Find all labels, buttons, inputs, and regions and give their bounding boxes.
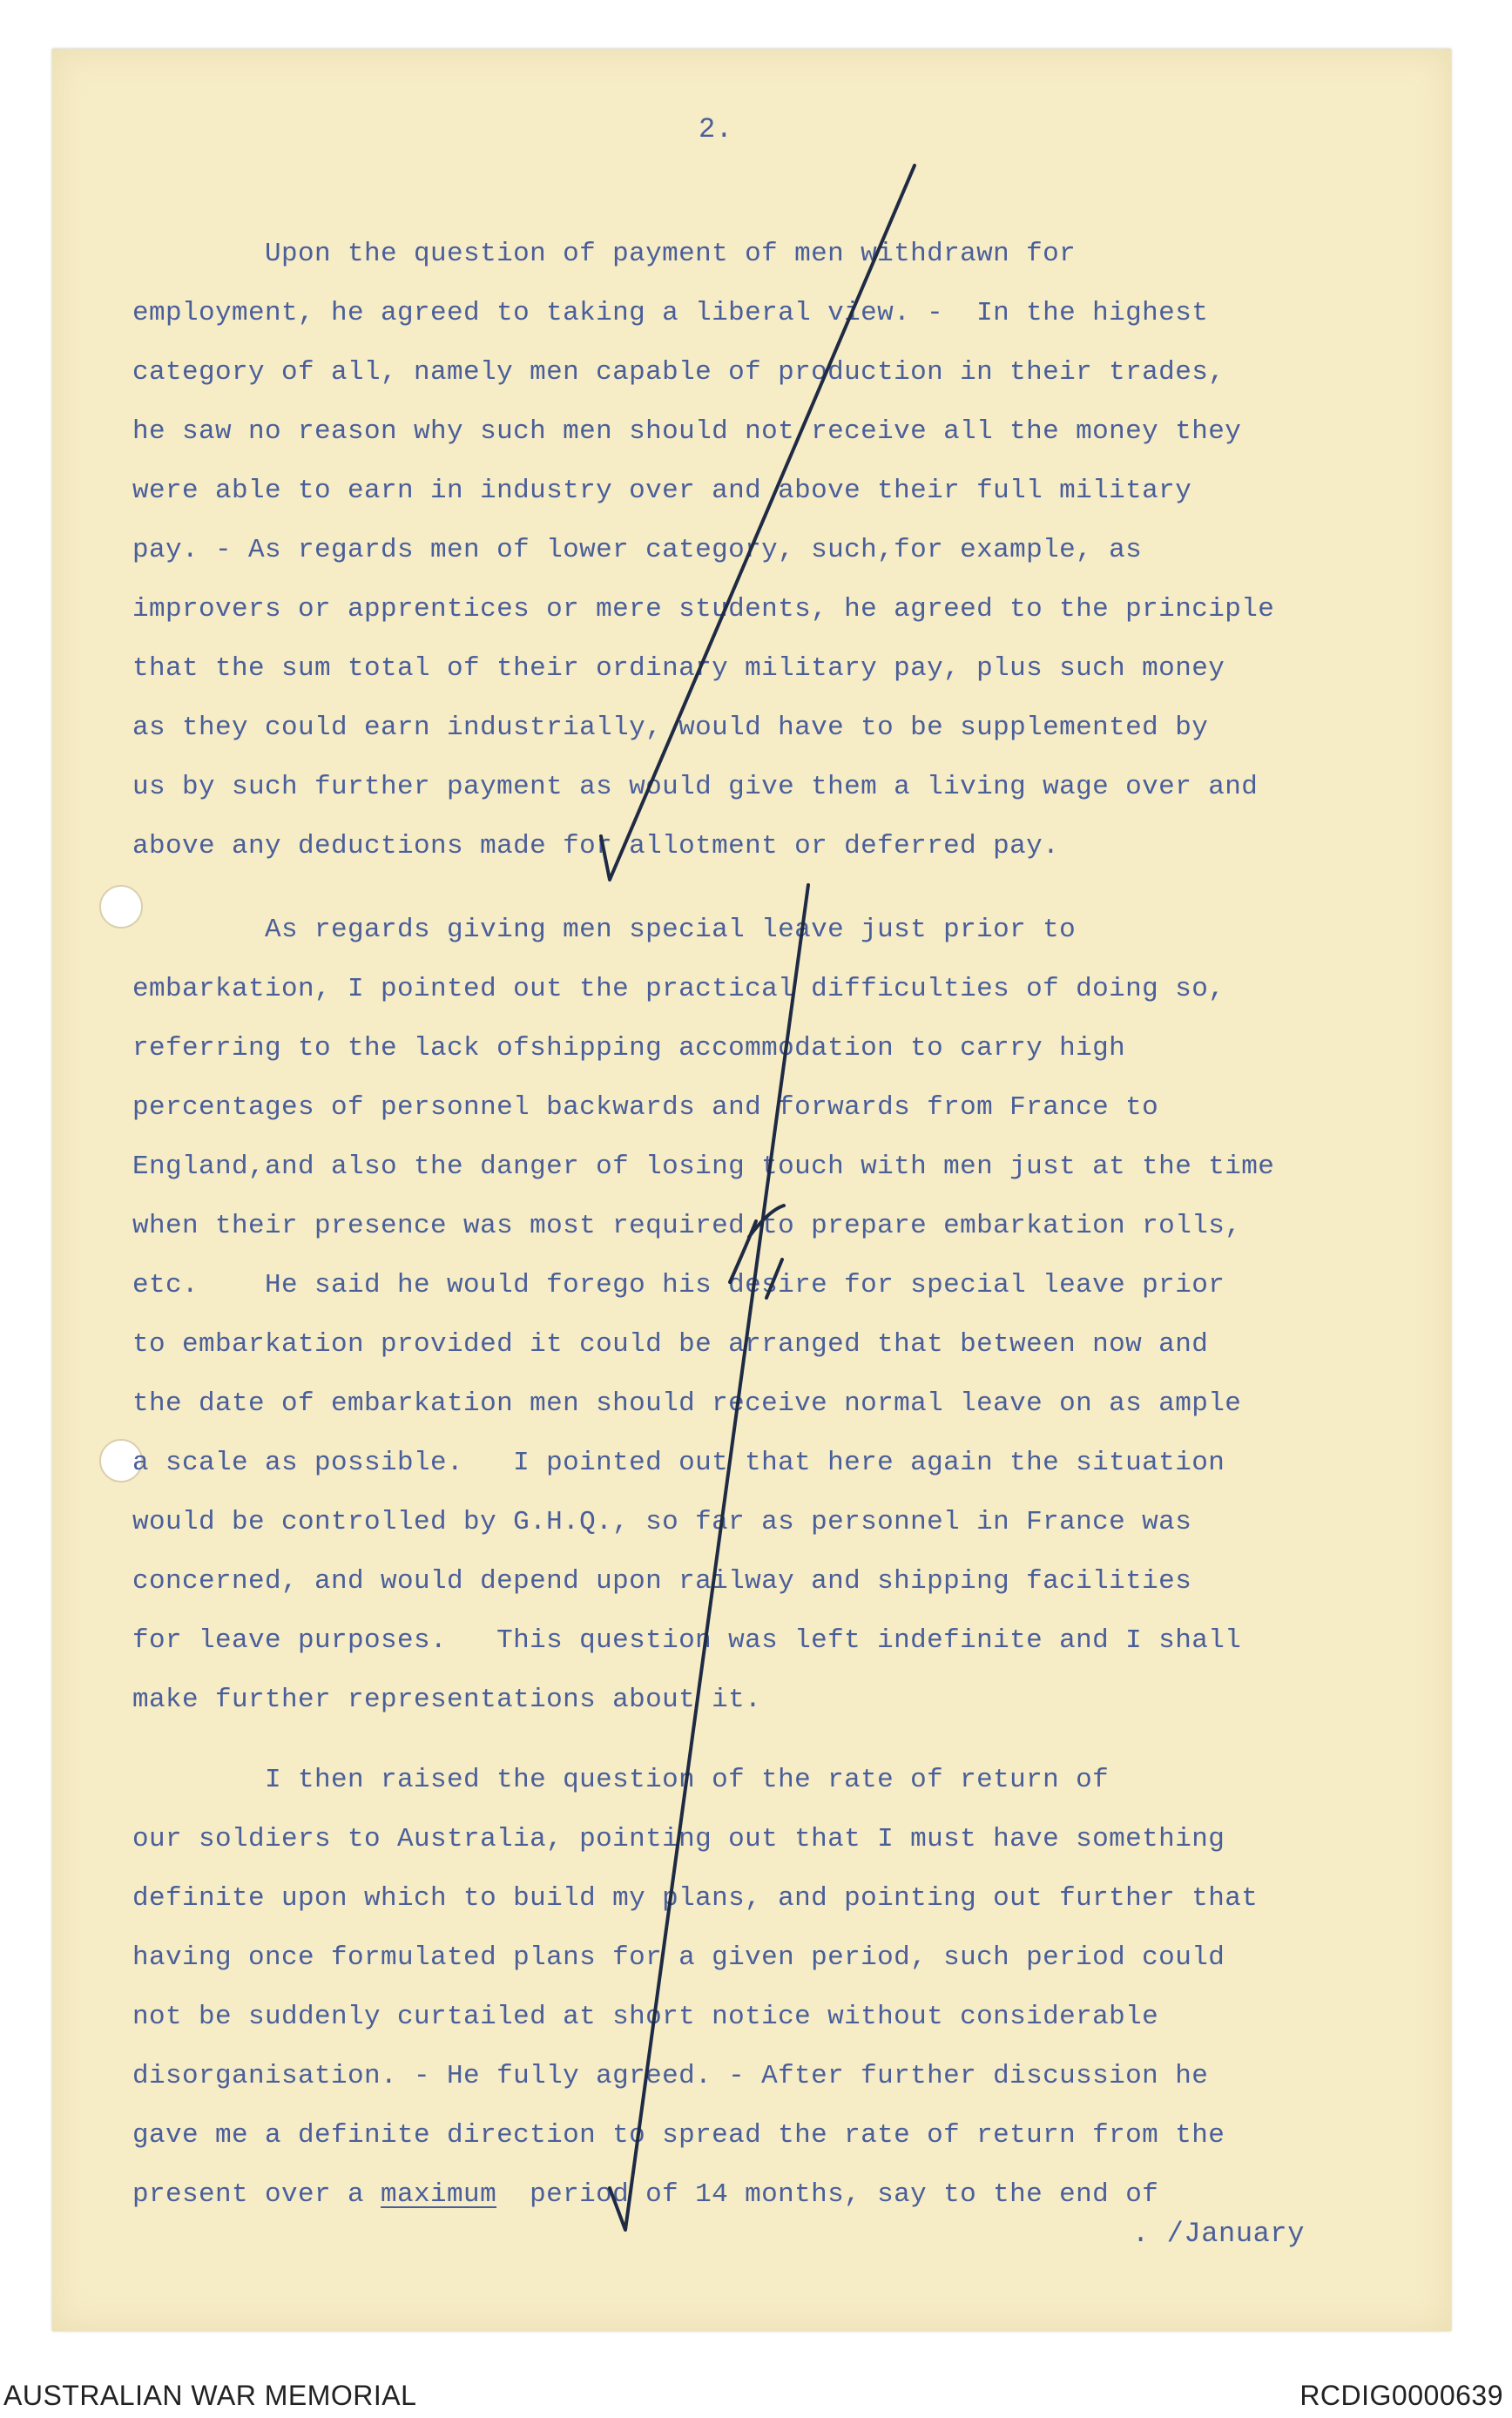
text-line: pay. - As regards men of lower category, such,for example, as (132, 535, 1143, 565)
text-line: a scale as possible. I pointed out that here again the situation (132, 1448, 1225, 1478)
text-line: not be suddenly curtailed at short notice without considerable (132, 2002, 1159, 2032)
text-line: percentages of personnel backwards and forwards from France to (132, 1092, 1159, 1123)
text-line: having once formulated plans for a given period, such period could (132, 1942, 1225, 1973)
text-line: our soldiers to Australia, pointing out that I must have something (132, 1824, 1225, 1854)
text-line: would be controlled by G.H.Q., so far as personnel in France was (132, 1507, 1192, 1537)
text-line: he saw no reason why such men should not receive all the money they (132, 416, 1242, 447)
text-line: etc. He said he would forego his desire for special leave prior (132, 1270, 1225, 1300)
pencil-strike-1 (601, 165, 915, 880)
archive-footer (0, 2367, 1512, 2418)
text-line: make further representations about it. (132, 1685, 762, 1715)
text-line: that the sum total of their ordinary military pay, plus such money (132, 653, 1225, 684)
text-line: Upon the question of payment of men withdrawn for (132, 239, 1077, 269)
text-line: category of all, namely men capable of production in their trades, (132, 357, 1225, 388)
text-line: I then raised the question of the rate of return of (132, 1765, 1110, 1795)
page-number: 2. (699, 113, 733, 145)
continuation-catchword: . /January (1132, 2218, 1306, 2250)
text-line: to embarkation provided it could be arranged that between now and (132, 1329, 1209, 1360)
pencil-strike-2 (610, 885, 808, 2230)
text-line: embarkation, I pointed out the practical difficulties of doing so, (132, 974, 1225, 1004)
text-line: disorganisation. - He fully agreed. - After further discussion he (132, 2061, 1209, 2091)
footer-institution: AUSTRALIAN WAR MEMORIAL (3, 2380, 417, 2411)
text-line: definite upon which to build my plans, and pointing out further that (132, 1883, 1259, 1914)
text-line: As regards giving men special leave just prior to (132, 915, 1077, 945)
text-line: for leave purposes. This question was left indefinite and I shall (132, 1625, 1242, 1656)
text-line: gave me a definite direction to spread the rate of return from the (132, 2120, 1225, 2151)
text-line: improvers or apprentices or mere students, he agreed to the principle (132, 594, 1275, 625)
text-line: were able to earn in industry over and above their full military (132, 476, 1192, 506)
footer-identifier: RCDIG0000639 (1299, 2380, 1503, 2411)
text-line: employment, he agreed to taking a liberal view. - In the highest (132, 298, 1209, 328)
text-line: referring to the lack ofshipping accommodation to carry high (132, 1033, 1126, 1064)
text-line: above any deductions made for allotment or deferred pay. (132, 831, 1060, 861)
text-fragment: present over a (132, 2179, 381, 2210)
underlined-word: maximum (381, 2179, 497, 2210)
text-line: as they could earn industrially, would have to be supplemented by (132, 713, 1209, 743)
text-line: England,and also the danger of losing touch with men just at the time (132, 1152, 1275, 1182)
text-line: concerned, and would depend upon railway and shipping facilities (132, 1566, 1192, 1597)
text-line: us by such further payment as would give them a living wage over and (132, 772, 1259, 802)
text-line: the date of embarkation men should receive normal leave on as ample (132, 1388, 1242, 1419)
text-fragment: period of 14 months, say to the end of (496, 2179, 1159, 2210)
text-line: when their presence was most required to prepare embarkation rolls, (132, 1211, 1242, 1241)
